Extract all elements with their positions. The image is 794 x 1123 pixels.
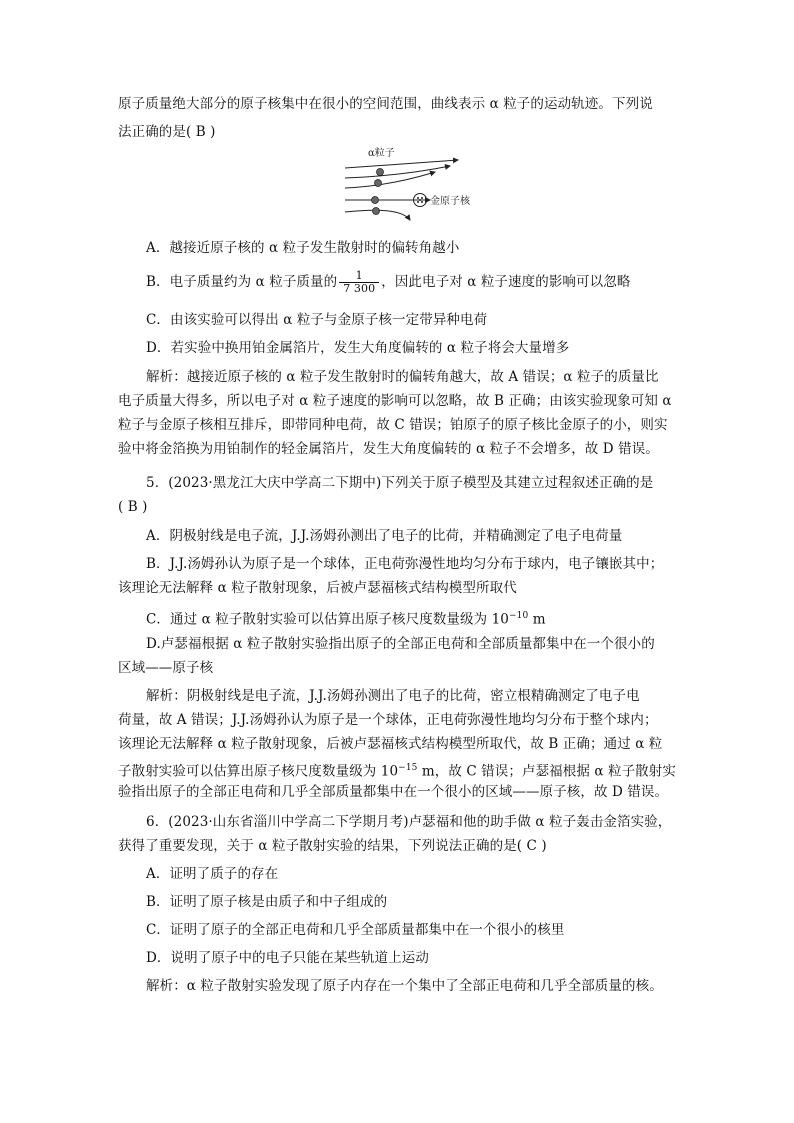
q4-option-b-post: ，因此电子对 α 粒子速度的影响可以忽略 — [381, 274, 631, 290]
alpha-particle-label: α粒子 — [368, 148, 395, 159]
q5-analysis-line-1: 解析：阴极射线是电子流，J.J.汤姆孙测出了电子的比荷，密立根精确测定了电子电 — [146, 688, 640, 704]
q5-stem-line-2: ( B ) — [118, 499, 148, 515]
q5-analysis-line-4 — [118, 758, 676, 782]
q4-analysis-line: 粒子与金原子核相互排斥，即带同种电荷，故 C 错误；铂原子的原子核比金原子的小，则实 — [118, 417, 668, 433]
q4-analysis-line: 验中将金箔换为用铂制作的轻金属箔片，发生大角度偏转的 α 粒子不会增多，故 D 错误。 — [118, 441, 659, 457]
alpha-particle-1 — [377, 169, 384, 176]
q6-analysis: 解析：α 粒子散射实验发现了原子内存在一个集中了全部正电荷和几乎全部质量的核。 — [146, 978, 663, 994]
q5-analysis-line-4-post: m，故 C 错误；卢瑟福根据 α 粒子散射实 — [417, 763, 676, 780]
q4-option-b-pre: B．电子质量约为 α 粒子质量的 — [146, 274, 338, 290]
trajectory-1 — [345, 160, 458, 168]
q6-option-c: C．证明了原子的全部正电荷和几乎全部质量都集中在一个很小的核里 — [146, 922, 565, 938]
q5-option-d-line-2: 区域——原子核 — [118, 660, 214, 676]
fraction-denominator: 7 300 — [343, 282, 376, 295]
q4-option-a: A．越接近原子核的 α 粒子发生散射时的偏转角越小 — [146, 240, 460, 256]
q5-option-c-text: C．通过 α 粒子散射实验可以估算出原子核尺度数量级为 10 — [146, 611, 509, 628]
unit-text: m — [528, 611, 546, 628]
q6-stem-line-1: 6．(2023·山东省淄川中学高二下学期月考)卢瑟福和他的助手做 α 粒子轰击金箔实验， — [146, 814, 672, 830]
q4-option-d: D．若实验中换用铂金属箔片，发生大角度偏转的 α 粒子将会大量增多 — [146, 340, 570, 356]
q5-option-c — [146, 606, 546, 630]
alpha-scattering-figure — [340, 142, 490, 222]
q4-analysis-line: 解析：越接近原子核的 α 粒子发生散射时的偏转角越大，故 A 错误；α 粒子的质量比 — [146, 369, 659, 385]
alpha-particle-4 — [373, 208, 380, 215]
exponent: −15 — [398, 763, 418, 773]
q5-option-b-line-2: 该理论无法解释 α 粒子散射现象，后被卢瑟福核式结构模型所取代 — [118, 580, 517, 596]
q5-analysis-line-5: 验指出原子的全部正电荷和几乎全部质量都集中在一个很小的区域——原子核，故 D 错误。 — [118, 784, 669, 800]
q6-option-d: D．说明了原子中的电子只能在某些轨道上运动 — [146, 950, 429, 966]
alpha-particle-2 — [375, 180, 382, 187]
q5-option-a: A．阴极射线是电子流，J.J.汤姆孙测出了电子的比荷，并精确测定了电子电荷量 — [146, 528, 623, 544]
q4-option-b — [146, 270, 630, 295]
exponent: −10 — [509, 611, 529, 621]
q6-stem-line-2: 获得了重要发现，关于 α 粒子散射实验的结果，下列说法正确的是( C ) — [118, 838, 547, 854]
alpha-particle-3 — [372, 197, 379, 204]
trajectory-3 — [345, 172, 435, 188]
intro-line-1: 原子质量绝大部分的原子核集中在很小的空间范围，曲线表示 α 粒子的运动轨迹。下列说 — [118, 96, 653, 112]
q5-option-d-line-1: D.卢瑟福根据 α 粒子散射实验指出原子的全部正电荷和全部质量都集中在一个很小的 — [146, 636, 655, 652]
q5-analysis-line-2: 荷量，故 A 错误；J.J.汤姆孙认为原子是一个球体，正电荷弥漫性地均匀分布于整个球内； — [118, 712, 658, 728]
mass-ratio-fraction — [339, 270, 379, 295]
q5-option-b-line-1: B．J.J.汤姆孙认为原子是一个球体，正电荷弥漫性地均匀分布于球内，电子镶嵌其中； — [146, 556, 664, 572]
q5-stem-line-1: 5．(2023·黑龙江大庆中学高二下期中)下列关于原子模型及其建立过程叙述正确的是 — [146, 475, 654, 491]
q5-analysis-line-3: 该理论无法解释 α 粒子散射现象，后被卢瑟福核式结构模型所取代，故 B 正确；通过 α 粒 — [118, 736, 663, 752]
fraction-numerator: 1 — [339, 270, 379, 283]
gold-nucleus-label: 金原子核 — [430, 196, 470, 207]
q4-analysis-line: 电子质量大得多，所以电子对 α 粒子速度的影响可以忽略，故 B 正确；由该实验现象可知 α — [118, 393, 672, 409]
q4-option-c: C．由该实验可以得出 α 粒子与金原子核一定带异种电荷 — [146, 312, 488, 328]
intro-line-2: 法正确的是( B ) — [118, 124, 216, 140]
q5-analysis-line-4-text: 子散射实验可以估算出原子核尺度数量级为 10 — [118, 763, 399, 780]
q6-option-a: A．证明了质子的存在 — [146, 866, 279, 882]
q6-option-b: B．证明了原子核是由质子和中子组成的 — [146, 894, 388, 910]
